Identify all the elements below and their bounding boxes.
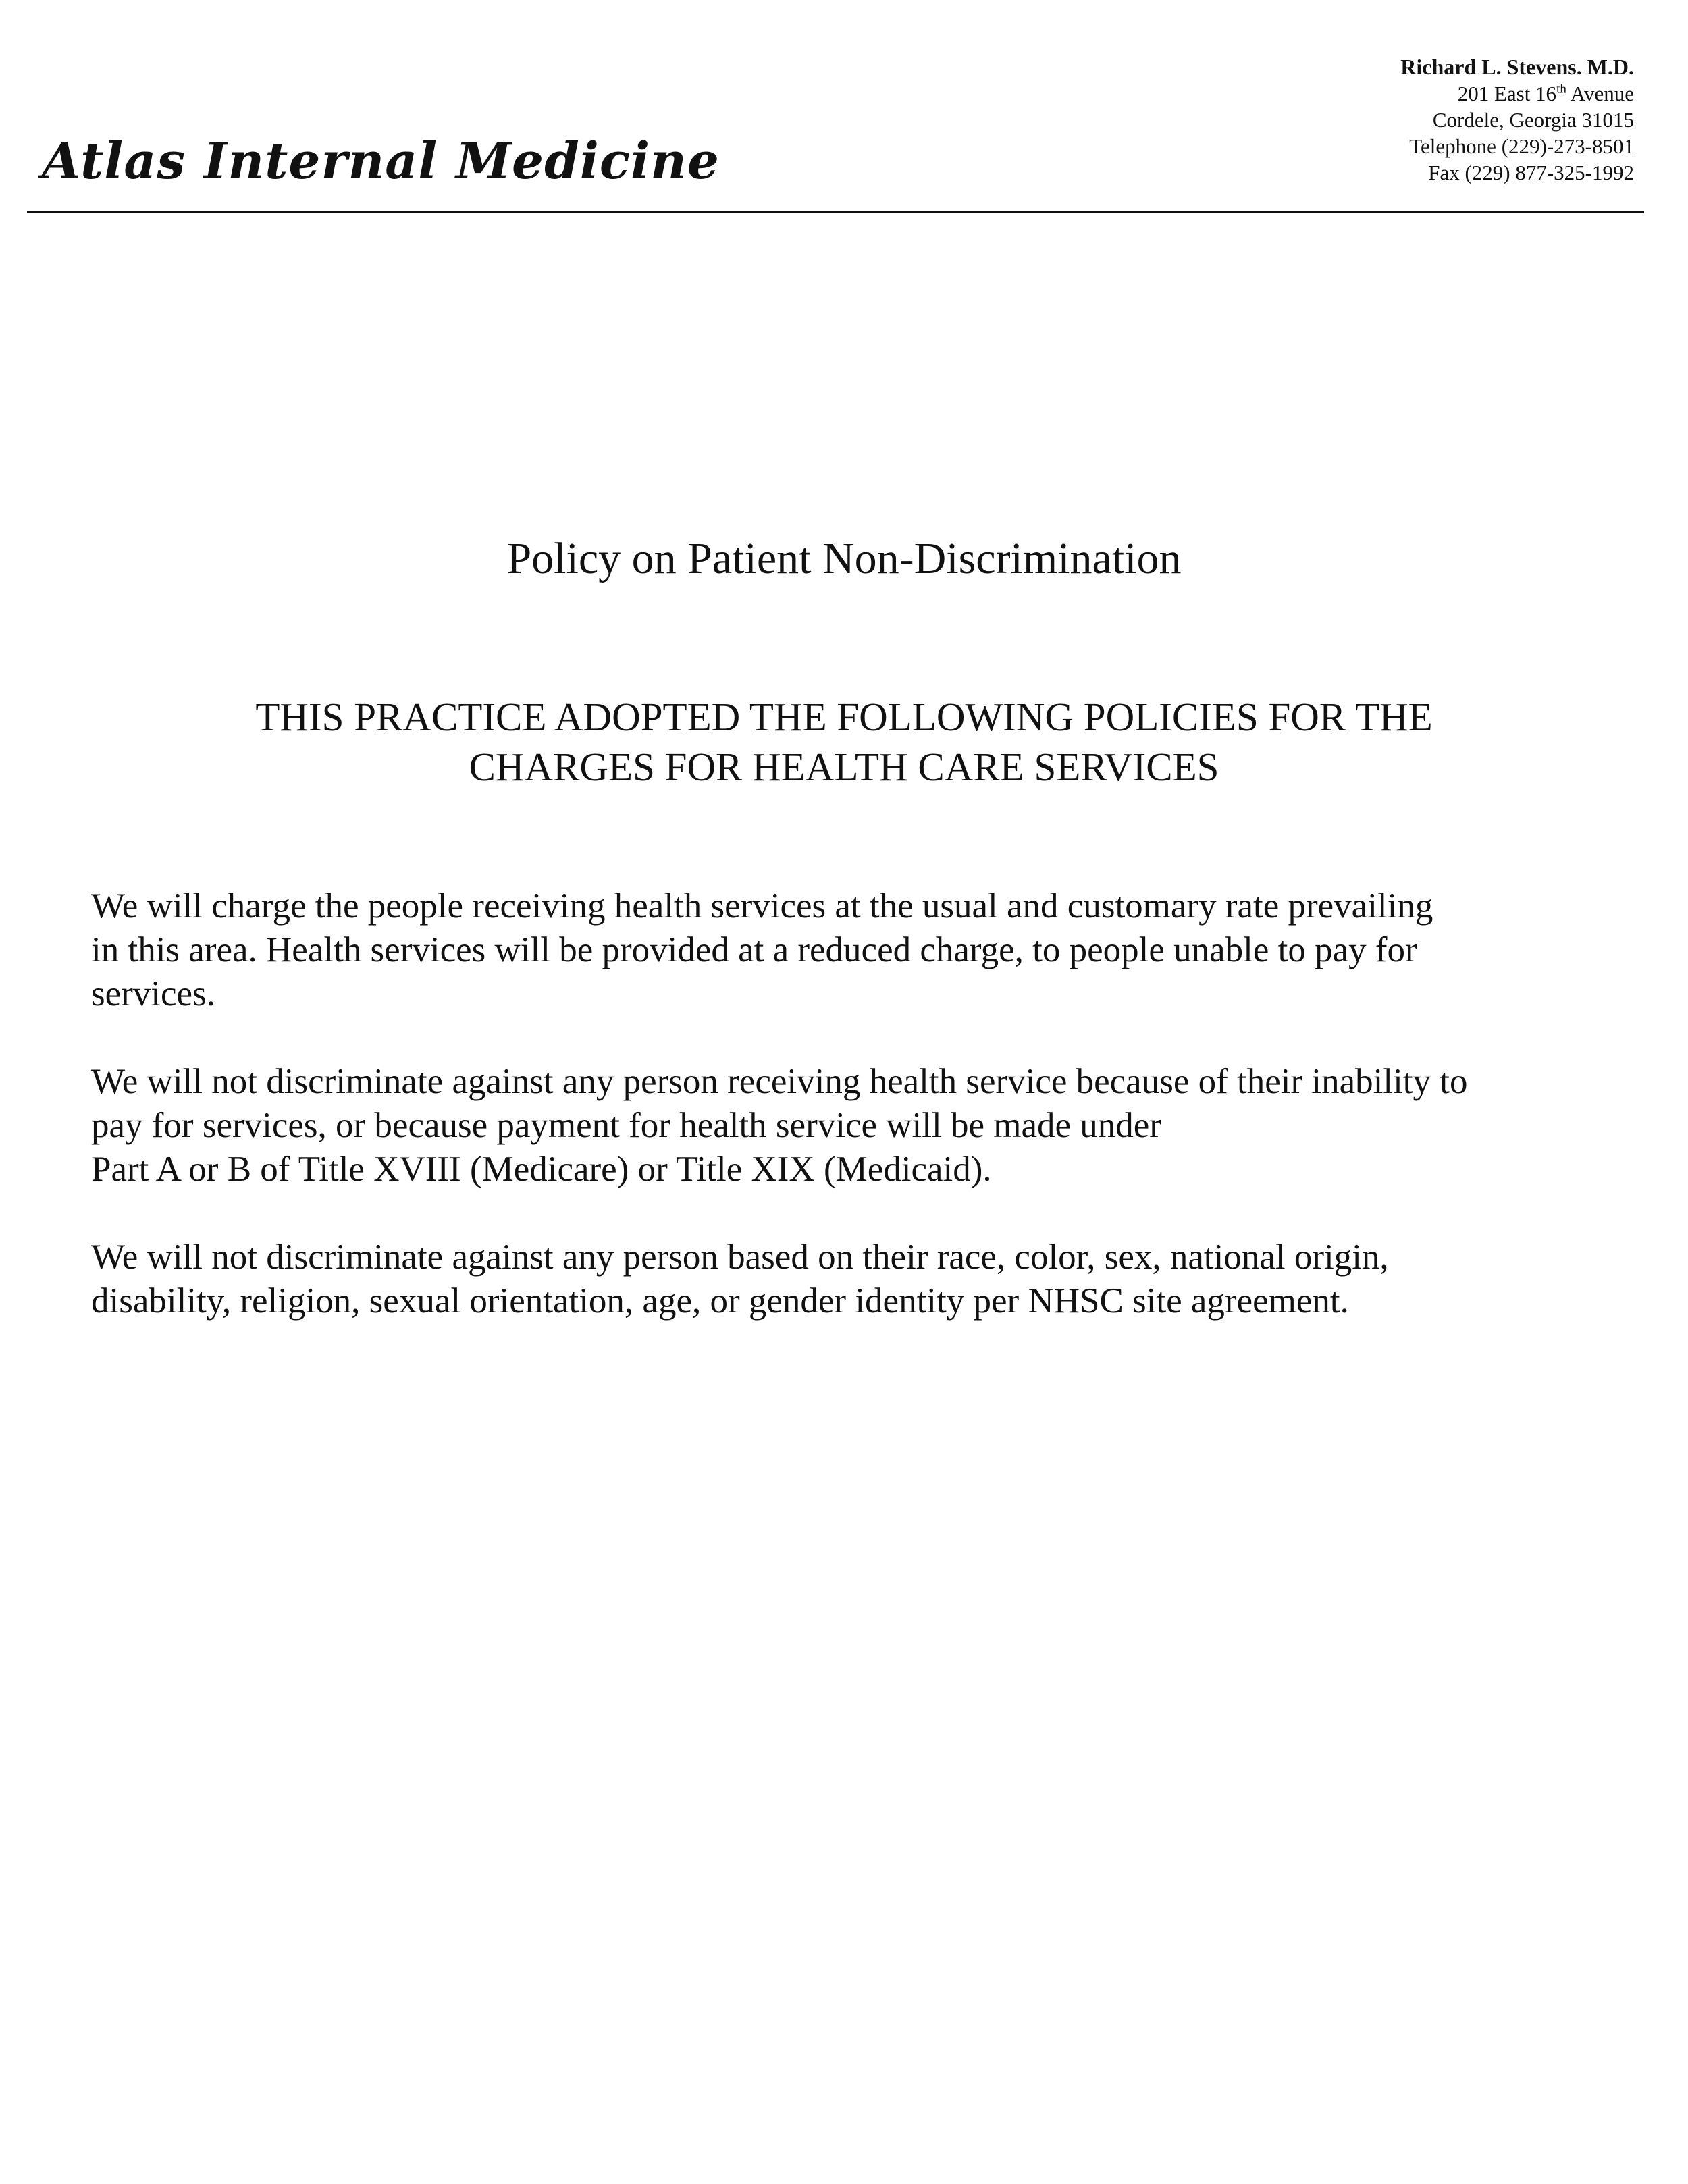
paragraph-line: Part A or B of Title XVIII (Medicare) or Title XIX (Medicaid). [91,1150,992,1189]
paragraph-line: We will not discriminate against any person based on their race, color, sex, national origin, [91,1237,1389,1277]
subtitle-line: THIS PRACTICE ADOPTED THE FOLLOWING POLICIES FOR THE [255,695,1433,739]
doctor-name: Richard L. Stevens. M.D. [1400,55,1634,79]
contact-block [1400,54,1634,186]
paragraph-line: services. [91,974,215,1013]
subtitle-line: CHARGES FOR HEALTH CARE SERVICES [469,745,1219,789]
document-subtitle [0,692,1688,792]
telephone: Telephone (229)-273-8501 [1409,134,1634,158]
paragraph-charges [91,884,1631,1016]
paragraph-line: pay for services, or because payment for health service will be made under [91,1106,1161,1145]
paragraph-payment [91,1060,1631,1192]
header-divider [27,211,1644,213]
practice-logo: Atlas Internal Medicine [42,132,720,190]
fax: Fax (229) 877-325-1992 [1428,161,1634,184]
ordinal-suffix: th [1556,82,1566,97]
document-title: Policy on Patient Non-Discrimination [506,534,1182,583]
street-type: Avenue [1570,82,1634,105]
city-state-zip: Cordele, Georgia 31015 [1432,108,1634,132]
paragraph-line: disability, religion, sexual orientation, age, or gender identity per NHSC site agreement. [91,1281,1349,1321]
paragraph-line: We will not discriminate against any person receiving health service because of their inability to [91,1062,1468,1101]
paragraph-line: We will charge the people receiving health services at the usual and customary rate prevailing [91,886,1433,926]
paragraph-line: in this area. Health services will be provided at a reduced charge, to people unable to pay for [91,930,1417,969]
street-address [1400,80,1634,107]
street-number-name: 201 East 16 [1457,82,1557,105]
paragraph-nondiscrimination [91,1235,1631,1323]
